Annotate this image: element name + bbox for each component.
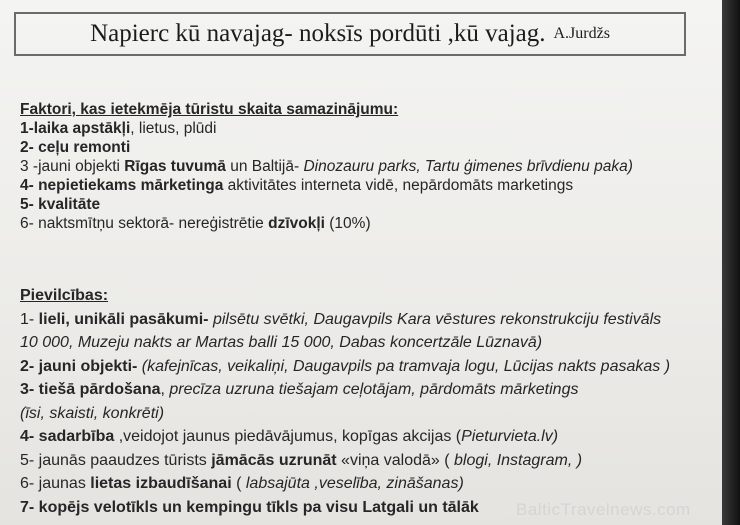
attraction-italic: pilsētu svētki, Daugavpils Kara vēstures rekonstrukciju festivāls [208,310,662,328]
attraction-bold: lietas izbaudīšanai [90,475,232,492]
factor-text: un Baltijā- [225,158,304,175]
attraction-bold: 7- kopējs velotīkls un kempingu tīkls pa visu Latgali un tālāk [20,498,479,516]
attraction-italic: Pieturvieta.lv) [461,428,559,445]
attraction-bold: 2- jauni objekti- [20,357,138,375]
factor-bold: Rīgas tuvumā [124,158,226,175]
factor-text: (10%) [324,215,371,232]
attraction-bold: 4- sadarbība [20,428,115,445]
attraction-item [20,449,670,473]
attraction-italic: (īsi, skaisti, konkrēti) [20,404,165,422]
attraction-item [20,355,670,379]
attraction-italic: 10 000, Muzeju nakts ar Martas balli 15 000, Dabas koncertzāle Lūznavā) [20,334,543,351]
factor-item [20,119,633,138]
attraction-text: , [160,381,170,398]
attraction-item [20,308,670,332]
factors-heading: Faktori, kas ietekmēja tūristu skaita samazinājumu: [20,101,399,118]
attraction-italic: (kafejnīcas, veikaliņi, Daugavpils pa tramvaja logu, Lūcijas nakts pasakas ) [137,357,671,375]
attraction-item [20,402,670,426]
factor-bold: 4- nepietiekams mārketinga [20,177,224,194]
attraction-item [20,331,670,355]
factor-bold: 1-laika apstākļi [20,120,131,137]
factor-italic: Dinozauru parks, Tartu ģimenes brīvdienu paka) [303,158,633,175]
attraction-item [20,425,670,449]
factor-item [20,214,633,233]
attractions-heading: Pievilcības: [20,287,109,304]
factor-text: 3 -jauni objekti [20,158,125,175]
factor-text: 6- naktsmītņu sektorā- nereģistrētie [20,215,269,232]
attraction-italic: precīza uzruna tiešajam ceļotājam, pārdomāts mārketings [169,381,579,398]
factor-bold: 2- ceļu remonti [20,139,131,156]
slide-title: Napierc kū navajag- noksīs pordūti ,kū vajag. [90,20,546,47]
watermark: BalticTravelnews.com [516,500,691,519]
factor-item [20,195,633,214]
attraction-text: 6- jaunas [20,475,91,492]
attraction-text: 1- [20,310,39,328]
factor-item [20,176,633,195]
attraction-text: ( [231,475,246,492]
factor-text: , lietus, plūdi [130,120,217,137]
factor-bold: 5- kvalitāte [20,196,101,213]
attraction-italic: blogi, Instagram, ) [454,451,583,469]
title-box [14,12,686,56]
factors-section [20,100,633,233]
screen-edge [722,0,740,525]
attraction-bold: jāmācās uzrunāt [211,451,337,469]
attractions-section [20,284,670,519]
attraction-text: ,veidojot jaunus piedāvājumus, kopīgas akcijas ( [114,428,462,445]
attraction-bold: 3- tiešā pārdošana [20,381,161,398]
attraction-item [20,472,670,496]
attraction-italic: labsajūta ,veselība, zināšanas) [245,475,464,492]
title-author: A.Jurdžs [553,25,610,42]
attraction-text: 5- jaunās paaudzes tūrists [20,451,212,469]
attraction-item [20,378,670,402]
factor-item [20,157,633,176]
factor-bold: dzīvokļi [268,215,325,232]
factor-item [20,138,633,157]
attraction-bold: lieli, unikāli pasākumi- [38,310,209,328]
factor-text: aktivitātes interneta vidē, nepārdomāts marketings [223,177,574,194]
attraction-text: «viņa valodā» ( [336,451,455,469]
